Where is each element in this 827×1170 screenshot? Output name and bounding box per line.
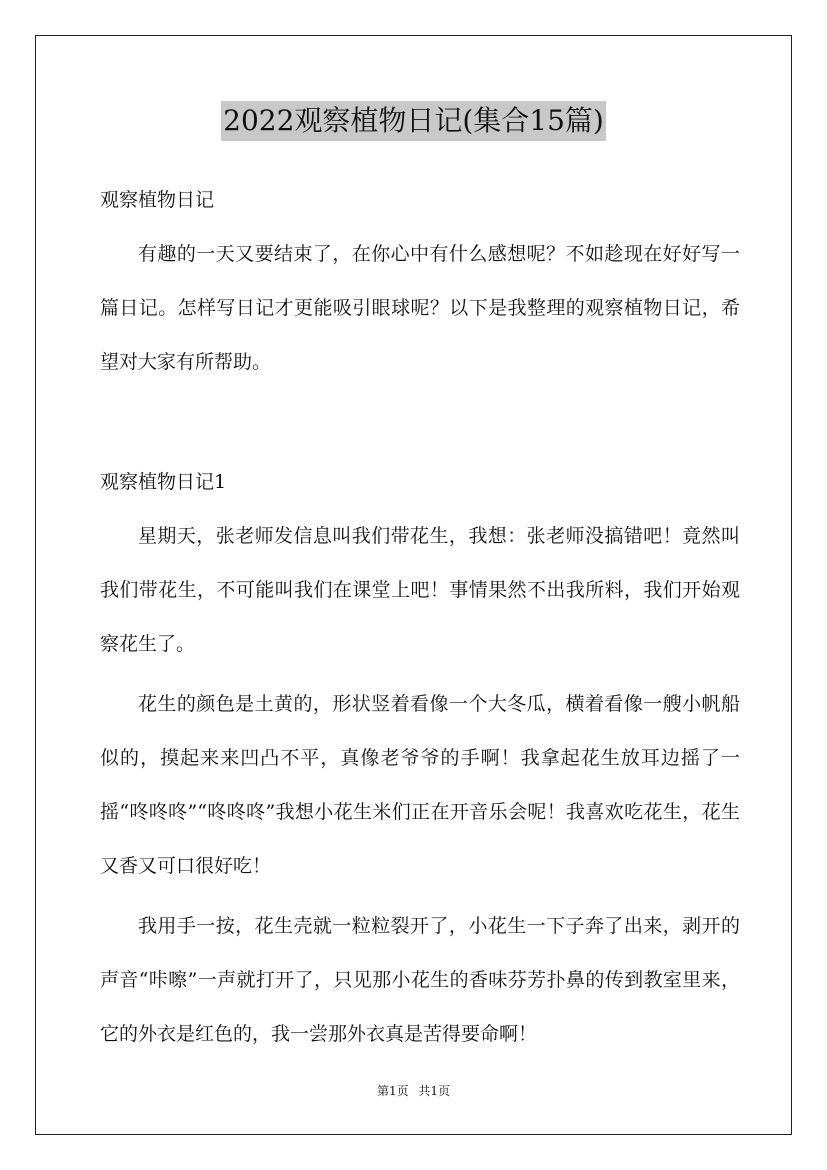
page-footer (0, 1083, 827, 1099)
page-number: 第1页 (376, 1084, 409, 1098)
section1-paragraph-2: 花生的颜色是土黄的，形状竖着看像一个大冬瓜，横着看像一艘小帆船似的，摸起来来凹凸不平，真像老爷爷的手啊！我拿起花生放耳边摇了一摇“咚咚咚”“咚咚咚”我想小花生米们正在开音乐会呢！我喜欢吃花生，花生又香又可口很好吃！ (100, 693, 740, 877)
document-body (100, 173, 740, 1067)
document-title (0, 100, 827, 141)
section1-heading: 观察植物日记1 (100, 471, 227, 493)
section1-paragraph-3: 我用手一按，花生壳就一粒粒裂开了，小花生一下子奔了出来，剥开的声音“咔嚓”一声就打开了，只见那小花生的香味芬芳扑鼻的传到教室里来，它的外衣是红色的，我一尝那外衣真是苦得要命啊！ (100, 915, 740, 1045)
intro-paragraph: 有趣的一天又要结束了，在你心中有什么感想呢？不如趁现在好好写一篇日记。怎样写日记才更能吸引眼球呢？以下是我整理的观察植物日记，希望对大家有所帮助。 (100, 243, 740, 373)
section1-paragraph-1: 星期天，张老师发信息叫我们带花生，我想：张老师没搞错吧！竟然叫我们带花生，不可能叫我们在课堂上吧！事情果然不出我所料，我们开始观察花生了。 (100, 525, 740, 655)
intro-heading: 观察植物日记 (100, 189, 215, 211)
document-title-text: 2022观察植物日记(集合15篇) (221, 101, 606, 141)
section-spacer (100, 395, 740, 455)
page-total: 共1页 (418, 1084, 451, 1098)
